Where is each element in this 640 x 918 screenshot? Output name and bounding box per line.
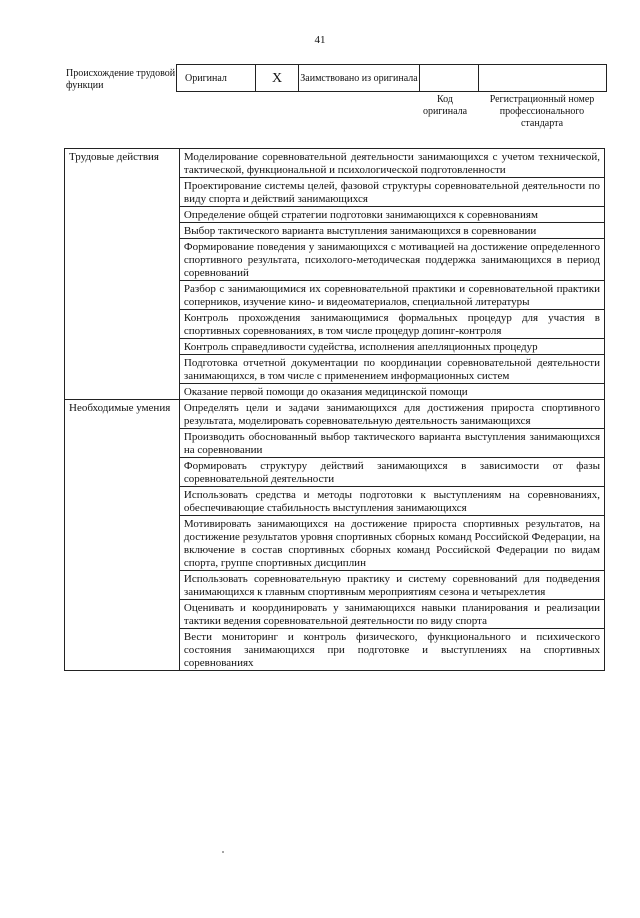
- table-row: [65, 400, 605, 429]
- section-item: Проектирование системы целей, фазовой структуры соревновательной деятельности по виду спорта и действий занимающихся: [179, 178, 604, 207]
- scan-speck: [222, 851, 224, 853]
- origin-table: [176, 64, 607, 92]
- table-row: [65, 149, 605, 178]
- section-item: Производить обоснованный выбор тактического варианта выступления занимающихся на соревновании: [179, 429, 604, 458]
- section-item: Использовать средства и методы подготовки к выступлениям на соревнованиях, обеспечивающие стабильность выступления занимающихся: [179, 487, 604, 516]
- section-item: Определять цели и задачи занимающихся для достижения прироста спортивного результата, моделировать соревновательную деятельность занимающихся: [179, 400, 604, 429]
- function-table-body: [65, 149, 605, 671]
- section-item: Разбор с занимающимися их соревновательной практики и соревновательной практики соперников, изучение кино- и видеоматериалов, специальной литературы: [179, 281, 604, 310]
- section-item: Вести мониторинг и контроль физического, функционального и психического состояния занимающихся при подготовке и выступлениях на спортивных соревнованиях: [179, 629, 604, 671]
- code-value-cell: [420, 65, 479, 92]
- section-item: Выбор тактического варианта выступления занимающихся в соревновании: [179, 223, 604, 239]
- page-number: 41: [314, 34, 326, 46]
- section-item: Моделирование соревновательной деятельности занимающихся с учетом технической, тактической, функциональной и психологической подготовленности: [179, 149, 604, 178]
- section-title: Трудовые действия: [65, 149, 180, 400]
- borrowed-label-cell: Заимствовано из оригинала: [299, 65, 420, 92]
- section-item: Оказание первой помощи до оказания медицинской помощи: [179, 384, 604, 400]
- section-item: Оценивать и координировать у занимающихся навыки планирования и реализации тактики ведения соревновательной деятельности по виду спорта: [179, 600, 604, 629]
- section-item: Мотивировать занимающихся на достижение прироста спортивных результатов, на достижение результатов уровня спортивных сборных команд Российской Федерации, на включение в состав спортивных сборных команд Российской Федерации по видам спорта, группе спортивных дисциплин: [179, 516, 604, 571]
- registration-caption: Регистрационный номер профессионального стандарта: [489, 94, 595, 129]
- section-item: Контроль прохождения занимающимися формальных процедур для участия в спортивных соревнованиях, в том числе процедур допинг-контроля: [179, 310, 604, 339]
- section-title: Необходимые умения: [65, 400, 180, 671]
- section-item: Контроль справедливости судейства, исполнения апелляционных процедур: [179, 339, 604, 355]
- section-item: Подготовка отчетной документации по координации соревновательной деятельности занимающихся, в том числе с применением информационных систем: [179, 355, 604, 384]
- origin-label: Происхождение трудовой функции: [66, 68, 176, 91]
- section-item: Определение общей стратегии подготовки занимающихся к соревнованиям: [179, 207, 604, 223]
- original-label-cell: Оригинал: [177, 65, 256, 92]
- code-caption: Код оригинала: [422, 94, 468, 117]
- function-table: [64, 148, 605, 671]
- original-mark-cell: X: [256, 65, 299, 92]
- registration-value-cell: [479, 65, 607, 92]
- section-item: Формировать структуру действий занимающихся в зависимости от фазы соревновательной деятельности: [179, 458, 604, 487]
- section-item: Формирование поведения у занимающихся с мотивацией на достижение определенного спортивного результата, психолого-методическая поддержка занимающихся в период соревнований: [179, 239, 604, 281]
- section-item: Использовать соревновательную практику и систему соревнований для подведения занимающихся к главным спортивным мероприятиям сезона и четырехлетия: [179, 571, 604, 600]
